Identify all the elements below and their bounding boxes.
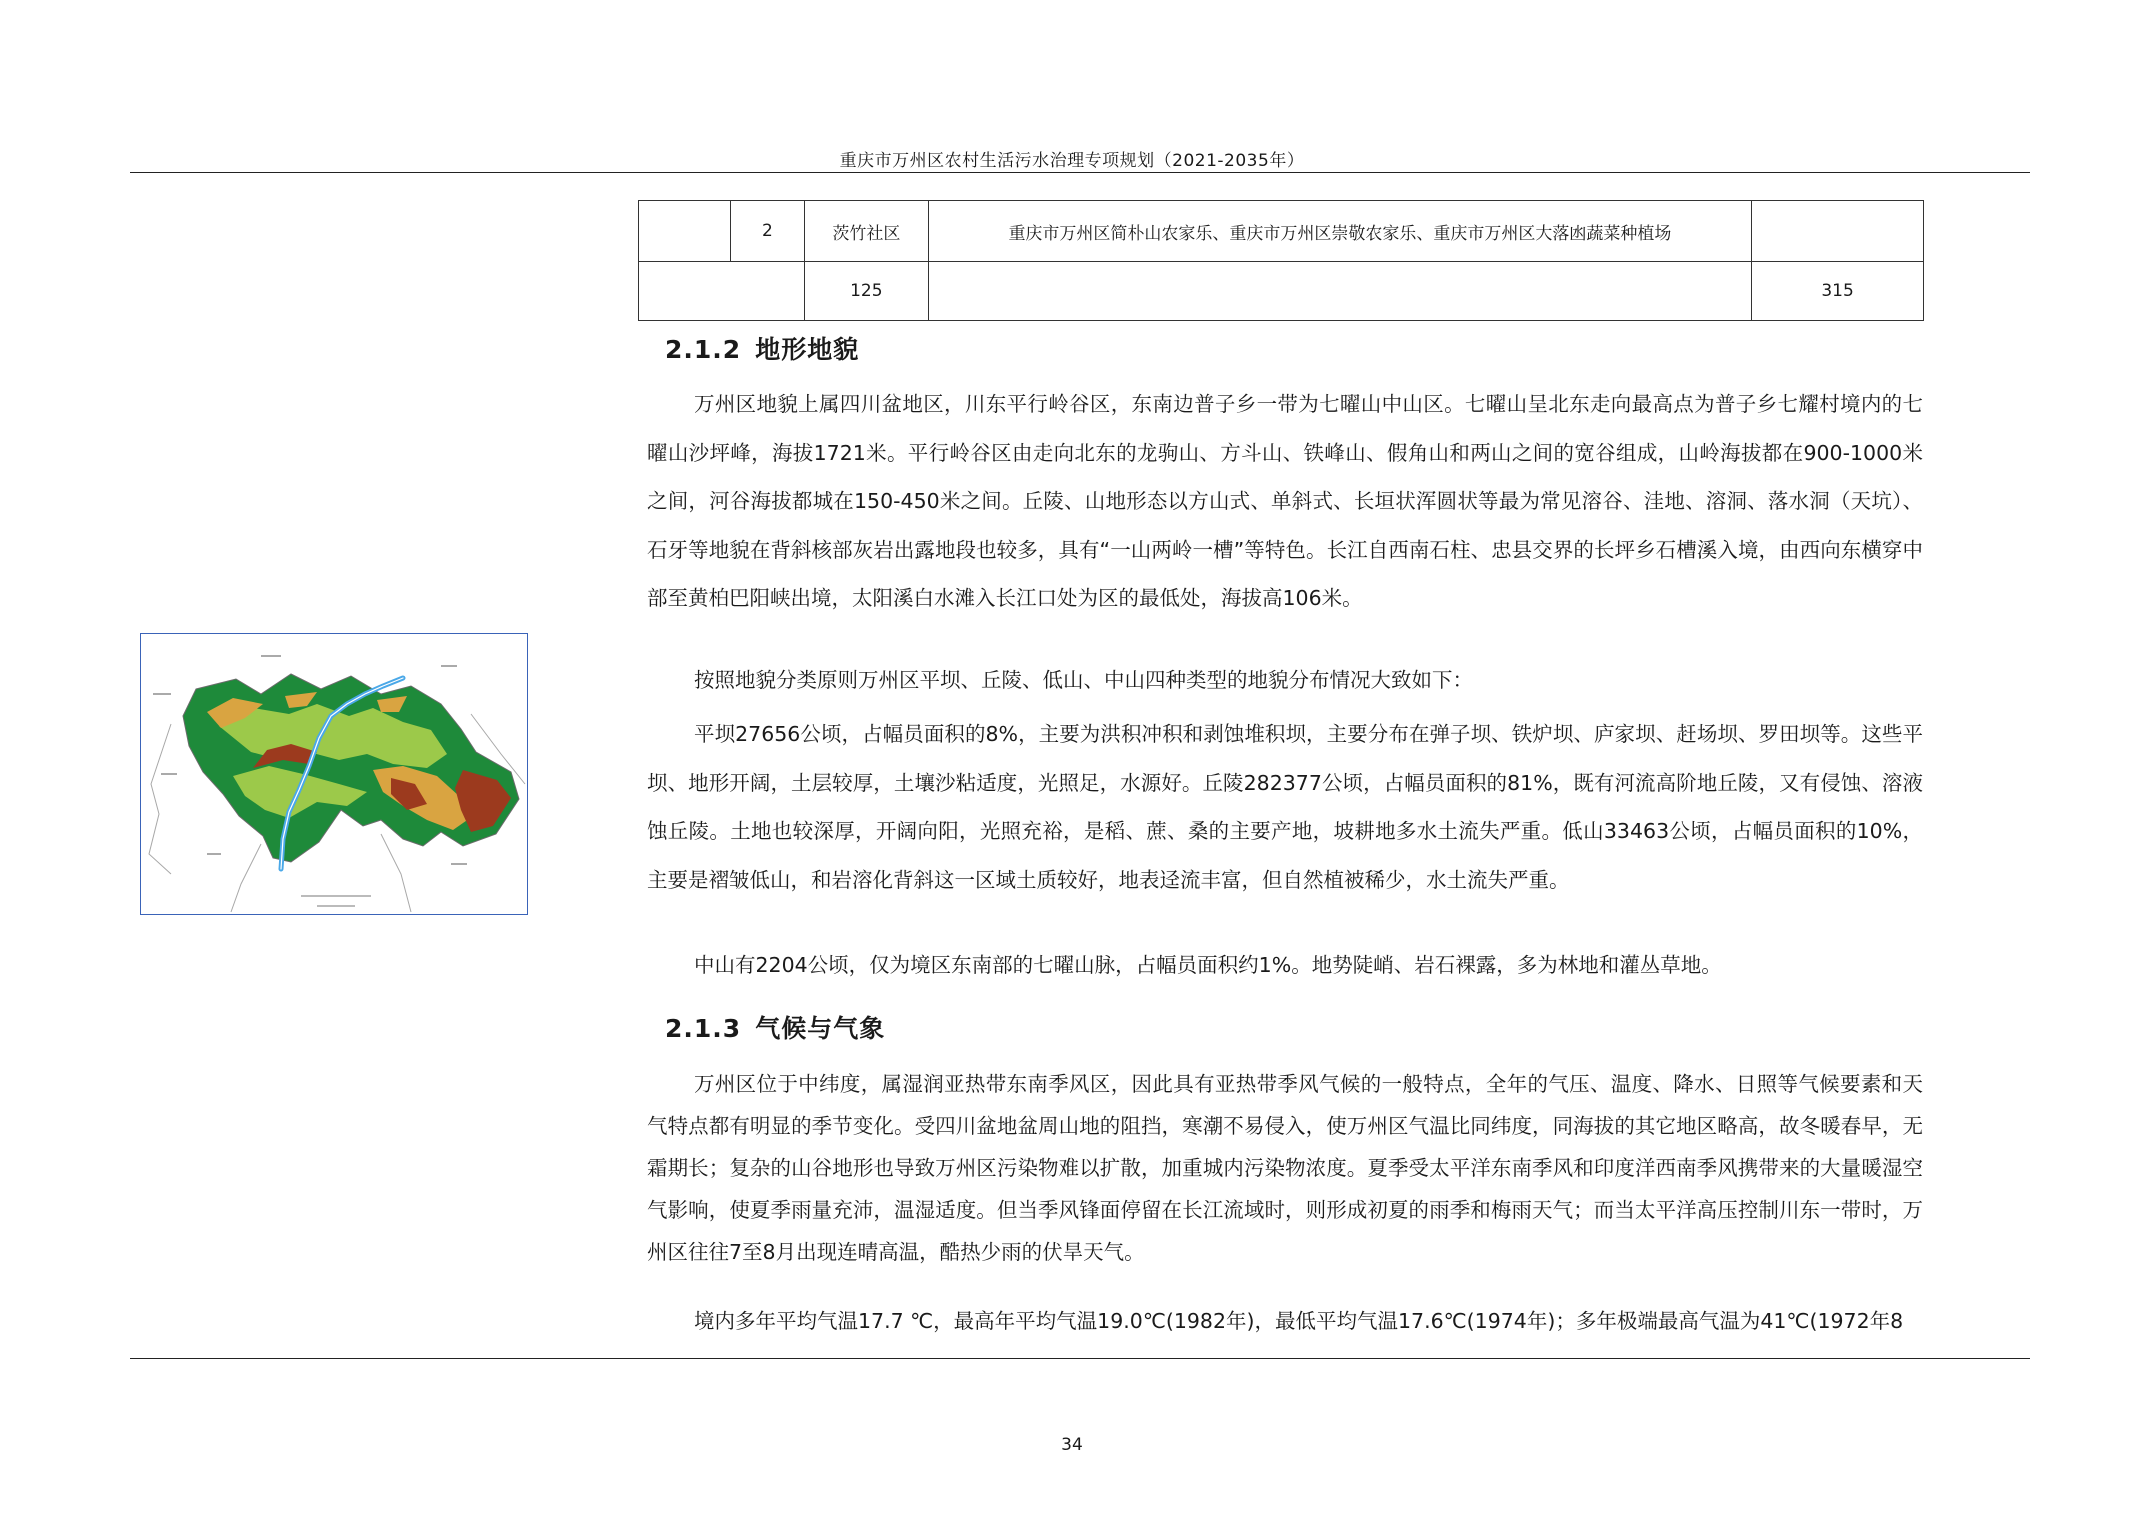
header-rule [130,172,2030,173]
section-heading-climate [665,1009,885,1045]
terrain-map-figure [140,633,528,915]
terrain-paragraph-3: 平坝27656公顷，占幅员面积的8%，主要为洪积冲积和剥蚀堆积坝，主要分布在弹子坝、铁炉坝、庐家坝、赶场坝、罗田坝等。这些平坝、地形开阔，土层较厚，土壤沙粘适度，光照足，水源好。丘陵282377公顷，占幅员面积的81%，既有河流高阶地丘陵，又有侵蚀、溶液蚀丘陵。土地也较深厚，开阔向阳，光照充裕，是稻、蔗、桑的主要产地，坡耕地多水土流失严重。低山33463公顷，占幅员面积的10%，主要是褶皱低山，和岩溶化背斜这一区域土质较好，地表迳流丰富，但自然植被稀少，水土流失严重。 [647,722,1923,892]
section-title: 地形地貌 [755,335,860,364]
section-heading-terrain [665,330,859,366]
table-row [639,201,1924,262]
terrain-paragraph-1: 万州区地貌上属四川盆地区，川东平行岭谷区，东南边普子乡一带为七曜山中山区。七曜山呈北东走向最高点为普子乡七耀村境内的七曜山沙坪峰，海拔1721米。平行岭谷区由走向北东的龙驹山、方斗山、铁峰山、假角山和两山之间的宽谷组成，山岭海拔都在900-1000米之间，河谷海拔都城在150-450米之间。丘陵、山地形态以方山式、单斜式、长垣状浑圆状等最为常见溶谷、洼地、溶洞、落水洞（天坑）、石牙等地貌在背斜核部灰岩出露地段也较多，具有“一山两岭一槽”等特色。长江自西南石柱、忠县交界的长坪乡石槽溪入境，由西向东横穿中部至黄柏巴阳峡出境，太阳溪白水滩入长江口处为区的最低处，海拔高106米。 [647,392,1923,610]
terrain-map-svg [141,634,527,914]
table-cell-village: 茨竹社区 [804,201,928,262]
table-cell-empty [639,201,731,262]
table-cell-facilities: 重庆市万州区简朴山农家乐、重庆市万州区崇敬农家乐、重庆市万州区大落凼蔬菜种植场 [928,201,1751,262]
terrain-paragraph-4: 中山有2204公顷，仅为境区东南部的七曜山脉，占幅员面积约1%。地势陡峭、岩石裸露，多为林地和灌丛草地。 [694,953,1722,977]
climate-paragraph-1: 万州区位于中纬度，属湿润亚热带东南季风区，因此具有亚热带季风气候的一般特点，全年的气压、温度、降水、日照等气候要素和天气特点都有明显的季节变化。受四川盆地盆周山地的阻挡，寒潮不易侵入，使万州区气温比同纬度，同海拔的其它地区略高，故冬暖春早，无霜期长；复杂的山谷地形也导致万州区污染物难以扩散，加重城内污染物浓度。夏季受太平洋东南季风和印度洋西南季风携带来的大量暖湿空气影响，使夏季雨量充沛，温湿适度。但当季风锋面停留在长江流域时，则形成初夏的雨季和梅雨天气；而当太平洋高压控制川东一带时，万州区往往7至8月出现连晴高温，酷热少雨的伏旱天气。 [647,1072,1923,1264]
village-facility-table [638,200,1924,321]
terrain-paragraph-2: 按照地貌分类原则万州区平坝、丘陵、低山、中山四种类型的地貌分布情况大致如下： [694,668,1473,692]
table-cell-last [1752,201,1924,262]
table-row [639,262,1924,321]
climate-paragraph-2: 境内多年平均气温17.7 ℃，最高年平均气温19.0℃(1982年)，最低平均气温17.6℃(1974年)；多年极端最高气温为41℃(1972年8 [694,1309,1904,1333]
section-number: 2.1.2 [665,335,742,364]
table-cell-count: 125 [804,262,928,321]
page-number: 34 [1061,1435,1083,1455]
table-cell-empty [639,262,805,321]
document-header-title: 重庆市万州区农村生活污水治理专项规划（2021-2035年） [839,151,1305,171]
section-title: 气候与气象 [755,1014,886,1043]
table-cell-empty [928,262,1751,321]
footer-rule [130,1358,2030,1359]
table-cell-index: 2 [730,201,804,262]
table-cell-total: 315 [1752,262,1924,321]
section-number: 2.1.3 [665,1014,742,1043]
